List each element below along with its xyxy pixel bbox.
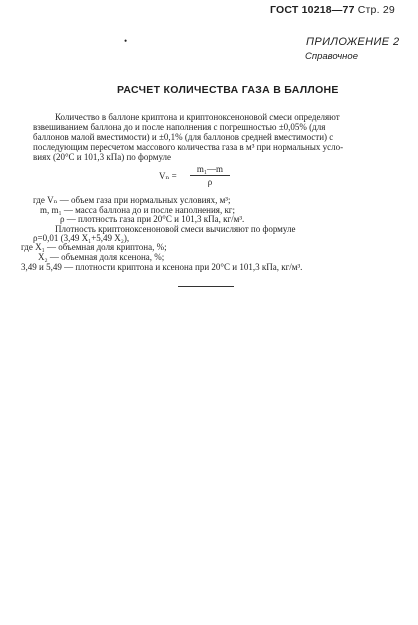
section-title: РАСЧЕТ КОЛИЧЕСТВА ГАЗА В БАЛЛОНЕ [117,84,339,96]
definition-line: 3,49 и 5,49 — плотности криптона и ксенона при 20°C и 101,3 кПа, кг/м³. [21,262,303,272]
paragraph-line: взвешиванием баллона до и после наполнения с погрешностью ±0,05% (для [33,122,326,132]
definition-line: где Vₙ — объем газа при нормальных условиях, м³; [33,195,231,205]
appendix-title: ПРИЛОЖЕНИЕ 2 [306,36,400,48]
page-header [270,4,395,16]
standard-number: ГОСТ 10218—77 [270,4,355,16]
fraction-bar [190,175,230,176]
appendix-subtitle: Справочное [305,51,358,62]
paragraph-line: виях (20°C и 101,3 кПа) по формуле [33,152,172,162]
paragraph-line: Количество в баллоне криптона и криптоноксеноновой смеси определяют [55,112,340,122]
definition-line: m, m₁ — масса баллона до и после наполнения, кг; [40,205,236,215]
formula-numerator: m₁—m [196,164,224,174]
formula-denominator: ρ [207,177,213,187]
formula-density: ρ=0,01 (3,49 X₁+5,49 X₂), [33,233,130,243]
formula-lhs: Vₙ = [159,171,177,181]
page-number: Стр. 29 [357,4,395,16]
definition-line: где X₁ — объемная доля криптона, %; [21,242,167,252]
definition-line: X₂ — объемная доля ксенона, %; [38,252,165,262]
end-rule [178,286,234,287]
paragraph-line: баллонов малой вместимости) и ±0,1% (для баллонов средней вместимости) с [33,132,334,142]
definition-line: ρ — плотность газа при 20°C и 101,3 кПа, кг/м³. [60,214,245,224]
stray-mark: • [124,36,128,46]
paragraph-line: последующим пересчетом массового количества газа в м³ при нормальных усло- [33,142,344,152]
paragraph-line: Плотность криптоноксеноновой смеси вычисляют по формуле [55,224,296,234]
